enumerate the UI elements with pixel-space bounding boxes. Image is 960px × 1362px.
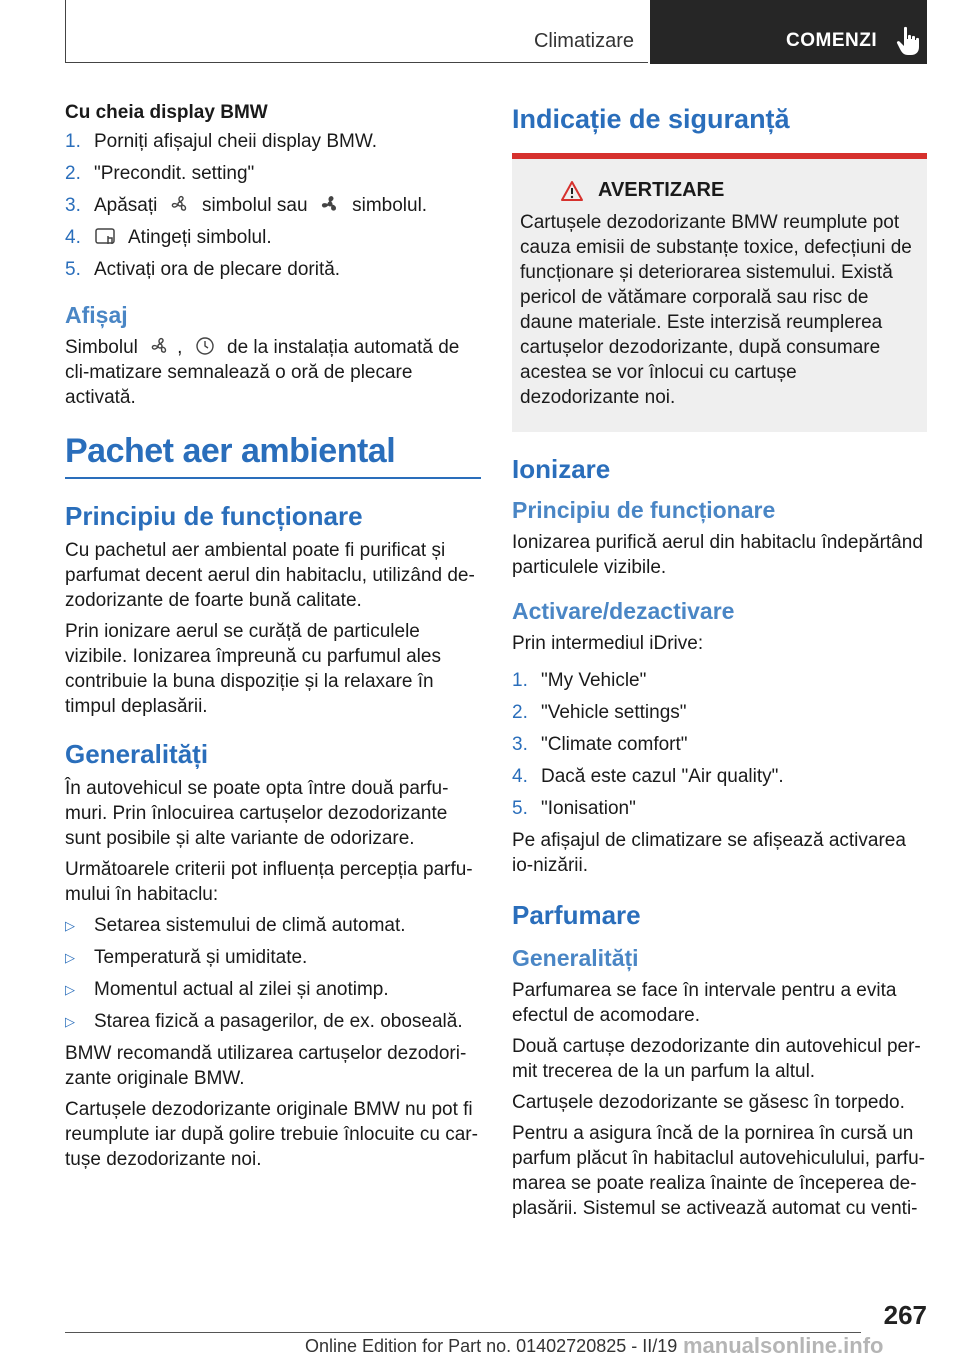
right-column (512, 100, 927, 1227)
ionization-principle-heading: Principiu de funcționare (512, 497, 776, 523)
page-number: 267 (883, 1300, 927, 1330)
triangle-bullet-icon: ▷ (65, 950, 75, 965)
afisaj-paragraph: Simbolul , de la instalația automată de cli-matizare semnalează o oră de plecare activată. (65, 337, 460, 408)
afisaj-heading: Afișaj (65, 302, 128, 328)
list-item: 4. Atingeți simbolul. (65, 227, 272, 248)
triangle-bullet-icon: ▷ (65, 918, 75, 933)
touch-symbol-icon (94, 226, 120, 246)
general-paragraph-4: Cartușele dezodorizante originale BMW nu pot fi reumplute iar după golire trebuie înlocuite cu car-tușe dezodorizante noi. (65, 1099, 478, 1170)
general-paragraph-3: BMW recomandă utilizarea cartușelor dezodori-zante originale BMW. (65, 1043, 467, 1089)
list-item: 2. "Vehicle settings" (512, 702, 687, 723)
section-tab (65, 0, 648, 63)
list-item: ▷ Setarea sistemului de climă automat. (65, 915, 406, 936)
clock-icon (192, 336, 218, 356)
list-item: ▷ Momentul actual al zilei și anotimp. (65, 979, 389, 1000)
pointing-hand-icon (896, 26, 922, 56)
perfume-heading: Parfumare (512, 900, 641, 930)
fan-icon (147, 336, 173, 356)
warning-triangle-icon (560, 180, 584, 202)
activation-heading: Activare/dezactivare (512, 598, 735, 624)
list-item: 5. "Ionisation" (512, 798, 636, 819)
display-key-subhead: Cu cheia display BMW (65, 102, 268, 123)
warning-title: AVERTIZARE (560, 179, 919, 202)
ionization-principle-text: Ionizarea purifică aerul din habitaclu îndepărtând particulele vizibile. (512, 532, 923, 578)
page-header (65, 0, 927, 64)
perfume-paragraph-2: Două cartușe dezodorizante din autovehicul per-mit trecerea de la un parfum la altul. (512, 1036, 921, 1082)
perfume-general-heading: Generalități (512, 945, 639, 971)
perfume-paragraph-4: Pentru a asigura încă de la pornirea în cursă un parfum plăcut în habitaclul autovehiculului, parfu-marea se poate realiza înainte de începerea de-plasării. Sistemul se activează automat cu venti- (512, 1123, 925, 1219)
site-watermark[interactable]: manualsonline.info (683, 1333, 884, 1358)
criteria-list (65, 913, 481, 1034)
display-key-steps (65, 129, 481, 282)
activation-after: Pe afișajul de climatizare se afișează activarea io-nizării. (512, 830, 906, 876)
list-item: 2. "Precondit. setting" (65, 163, 255, 184)
list-item: 3. Apăsați simbolul sau simbolul. (65, 195, 428, 216)
perfume-paragraph-1: Parfumarea se face în intervale pentru a evita efectul de acomodare. (512, 980, 897, 1026)
principle-heading: Principiu de funcționare (65, 501, 363, 531)
activation-steps (512, 668, 927, 821)
list-item: 5. Activați ora de plecare dorită. (65, 259, 341, 280)
list-item: 3. "Climate comfort" (512, 734, 688, 755)
general-paragraph-2: Următoarele criterii pot influența percepția parfu-mului în habitaclu: (65, 859, 473, 905)
principle-paragraph-2: Prin ionizare aerul se curăță de particulele vizibile. Ionizarea împreună cu parfumul ales contribuie la buna dispoziție și la relaxare în timpul deplasării. (65, 621, 441, 717)
section-title: Climatizare (533, 30, 634, 52)
ambient-air-heading: Pachet aer ambiental (65, 432, 481, 479)
list-item: 1. Porniți afișajul cheii display BMW. (65, 131, 377, 152)
general-heading: Generalități (65, 739, 209, 769)
edition-text: Online Edition for Part no. 01402720825 - II/19 (305, 1336, 678, 1356)
fan-icon (167, 194, 193, 214)
triangle-bullet-icon: ▷ (65, 1014, 75, 1029)
left-column (65, 100, 481, 1178)
chapter-label: COMENZI (786, 30, 878, 51)
fan-filled-icon (317, 194, 343, 214)
ionization-heading: Ionizare (512, 454, 611, 484)
perfume-paragraph-3: Cartușele dezodorizante se găsesc în torpedo. (512, 1092, 905, 1113)
list-item: 1. "My Vehicle" (512, 670, 647, 691)
list-item: ▷ Temperatură și umiditate. (65, 947, 308, 968)
warning-box (512, 159, 927, 432)
list-item: ▷ Starea fizică a pasagerilor, de ex. oboseală. (65, 1011, 463, 1032)
activation-intro: Prin intermediul iDrive: (512, 633, 704, 654)
triangle-bullet-icon: ▷ (65, 982, 75, 997)
safety-heading: Indicație de siguranță (512, 104, 790, 134)
general-paragraph-1: În autovehicul se poate opta între două parfu-muri. Prin înlocuirea cartușelor dezodorizante sunt posibile și alte variante de odorizare. (65, 778, 449, 849)
principle-paragraph-1: Cu pachetul aer ambiental poate fi purificat și parfumat decent aerul din habitaclu, utilizând de-zodorizante de foarte bună calitate. (65, 540, 475, 611)
list-item: 4. Dacă este cazul "Air quality". (512, 766, 784, 787)
chapter-tab[interactable] (650, 0, 927, 64)
warning-text: Cartușele dezodorizante BMW reumplute pot cauza emisii de substanțe toxice, defecțiuni de funcționare și deteriorarea sistemului. Există pericol de vătămare corporală sau risc de daune materiale. Este interzisă reumplerea cartușelor dezodorizante, după consumare acestea se vor înlocui cu cartușe dezodorizante noi. (520, 212, 912, 408)
